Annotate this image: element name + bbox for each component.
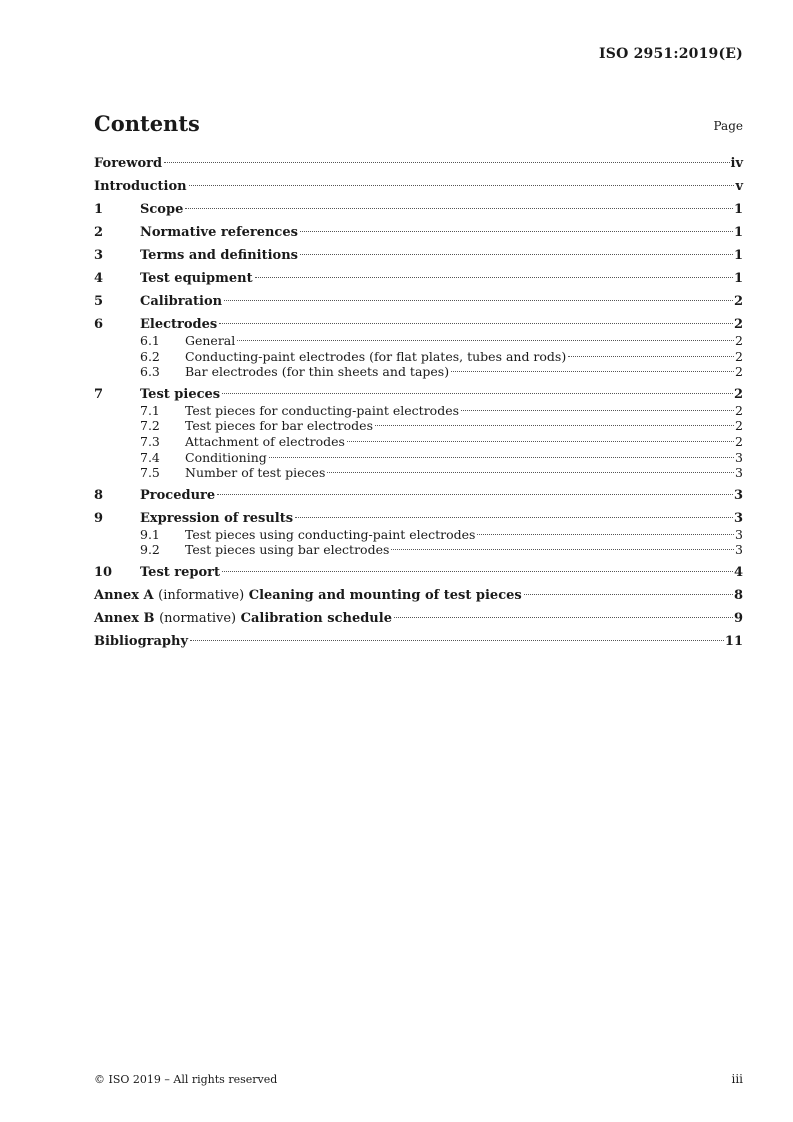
toc-entry-title (94, 588, 523, 604)
toc-entry-page: 3 (733, 487, 743, 503)
toc-entry[interactable] (94, 248, 743, 264)
dot-leader (394, 617, 733, 618)
toc-subentry[interactable] (94, 418, 743, 434)
dot-leader (222, 571, 733, 572)
dot-leader (347, 441, 734, 442)
dot-leader (391, 549, 734, 550)
toc-entry-number: 1 (94, 202, 104, 217)
toc-entry-page: 2 (735, 364, 743, 380)
toc-entry-title (94, 611, 393, 627)
toc-entry-number: 6.2 (140, 348, 160, 364)
toc-entry-number: 10 (94, 564, 113, 580)
toc-entry[interactable] (94, 588, 743, 604)
toc-entry-page: 2 (735, 333, 743, 348)
toc-entry-page: iv (730, 156, 743, 171)
toc-subentry[interactable] (94, 349, 743, 365)
dot-leader (185, 208, 733, 209)
annex-label: Annex A (94, 587, 154, 603)
toc-entry-page: 8 (733, 587, 743, 603)
toc-entry-title: Test pieces (140, 386, 221, 402)
dot-leader (164, 162, 729, 163)
toc-entry-page: v (735, 179, 743, 194)
dot-leader (295, 517, 733, 518)
toc-entry-page: 1 (733, 248, 743, 263)
dot-leader (269, 457, 734, 458)
toc-entry[interactable] (94, 488, 743, 504)
dot-leader (222, 393, 733, 394)
toc-entry[interactable] (94, 179, 743, 195)
toc-entry-number: 9 (94, 510, 104, 526)
toc-entry-title: General (185, 333, 236, 348)
toc-entry-number: 7.1 (140, 402, 160, 418)
toc-entry-number: 9.2 (140, 542, 160, 558)
toc-entry-page: 1 (733, 271, 743, 286)
dot-leader (300, 254, 733, 255)
toc-entry[interactable] (94, 611, 743, 627)
toc-entry[interactable] (94, 511, 743, 527)
toc-entry-number: 7.4 (140, 449, 160, 465)
toc-entry-title: Conditioning (185, 449, 267, 465)
toc-entry-number: 6 (94, 317, 104, 332)
dot-leader (524, 594, 733, 595)
toc-entry-number: 6.1 (140, 333, 160, 348)
toc-entry-number: 2 (94, 225, 104, 240)
toc-entry-number: 5 (94, 294, 104, 309)
toc-entry-number: 3 (94, 248, 104, 263)
toc-entry-number: 7.5 (140, 465, 160, 481)
toc-entry[interactable] (94, 294, 743, 310)
page-column-label: Page (713, 119, 743, 133)
toc-subentry[interactable] (94, 450, 743, 466)
toc-entry[interactable] (94, 271, 743, 287)
annex-title: Calibration schedule (240, 610, 392, 626)
toc-entry-page: 2 (735, 402, 743, 418)
toc-entry-page: 2 (735, 418, 743, 434)
toc-subentry[interactable] (94, 527, 743, 543)
toc-entry-title: Bar electrodes (for thin sheets and tapes) (185, 364, 450, 380)
toc-entry-page: 4 (733, 564, 743, 580)
toc-entry[interactable] (94, 156, 743, 172)
toc-entry-title: Introduction (94, 179, 187, 194)
toc-entry-number: 7.2 (140, 418, 160, 434)
dot-leader (219, 323, 733, 324)
toc-subentry[interactable] (94, 465, 743, 481)
toc-entry[interactable] (94, 565, 743, 581)
toc-subentry[interactable] (94, 333, 743, 349)
page-number: iii (731, 1072, 743, 1086)
dot-leader (189, 185, 735, 186)
dot-leader (327, 472, 734, 473)
dot-leader (237, 340, 734, 341)
toc-subentry[interactable] (94, 542, 743, 558)
toc-entry-title: Expression of results (140, 510, 294, 526)
toc-entry-title: Number of test pieces (185, 465, 326, 481)
annex-label: Annex B (94, 610, 155, 626)
toc-entry-page: 2 (733, 294, 743, 309)
toc-entry-title: Procedure (140, 487, 216, 503)
toc-subentry[interactable] (94, 364, 743, 380)
toc-entry-page: 3 (735, 542, 743, 558)
toc-subentry[interactable] (94, 403, 743, 419)
toc-entry-page: 2 (735, 433, 743, 449)
toc-entry-title: Scope (140, 202, 184, 217)
toc-entry-title: Test pieces for bar electrodes (185, 418, 373, 434)
dot-leader (255, 277, 733, 278)
toc-entry-page: 3 (735, 449, 743, 465)
toc-entry-number: 8 (94, 487, 104, 503)
toc-entry-title: Test pieces for conducting-paint electrodes (185, 402, 460, 418)
dot-leader (568, 356, 734, 357)
toc-subentry[interactable] (94, 434, 743, 450)
toc-entry-number: 7.3 (140, 433, 160, 449)
toc-entry-page: 1 (733, 225, 743, 240)
toc-entry-page: 3 (733, 510, 743, 526)
toc-entry-page: 3 (735, 526, 743, 542)
toc-entry-title: Test pieces using bar electrodes (185, 542, 390, 558)
toc-entry[interactable] (94, 202, 743, 218)
copyright-notice: © ISO 2019 – All rights reserved (94, 1073, 278, 1086)
toc-entry[interactable] (94, 634, 743, 650)
toc-entry-page: 2 (735, 348, 743, 364)
contents-heading: Contents (94, 111, 200, 136)
toc-entry-title: Foreword (94, 156, 163, 171)
toc-entry[interactable] (94, 387, 743, 403)
toc-entry-title: Test report (140, 564, 221, 580)
dot-leader (477, 534, 734, 535)
toc-entry-title: Test equipment (140, 271, 253, 286)
toc-entry-number: 4 (94, 271, 104, 286)
toc-entry-page: 2 (733, 317, 743, 332)
toc-entry-title: Electrodes (140, 317, 218, 332)
toc-entry-page: 3 (735, 465, 743, 481)
toc-entry[interactable] (94, 317, 743, 333)
toc-entry-page: 9 (733, 610, 743, 626)
toc-entry-page: 11 (724, 633, 743, 649)
annex-title: Cleaning and mounting of test pieces (248, 587, 522, 603)
dot-leader (190, 640, 724, 641)
toc-entry-number: 6.3 (140, 364, 160, 380)
annex-kind: (informative) (158, 587, 245, 603)
toc-entry-page: 1 (733, 202, 743, 217)
dot-leader (224, 300, 733, 301)
document-id: ISO 2951:2019(E) (599, 46, 743, 62)
toc-entry-title: Calibration (140, 294, 223, 309)
dot-leader (217, 494, 733, 495)
annex-kind: (normative) (159, 610, 237, 626)
toc-entry-title: Attachment of electrodes (185, 433, 345, 449)
dot-leader (300, 231, 733, 232)
table-of-contents (94, 154, 743, 650)
toc-entry-title: Conducting-paint electrodes (for flat plates, tubes and rods) (185, 348, 567, 364)
toc-entry-number: 9.1 (140, 526, 160, 542)
toc-entry[interactable] (94, 225, 743, 241)
toc-entry-title: Bibliography (94, 633, 189, 649)
toc-entry-number: 7 (94, 386, 104, 402)
dot-leader (461, 410, 734, 411)
dot-leader (451, 371, 734, 372)
toc-entry-title: Test pieces using conducting-paint electrodes (185, 526, 476, 542)
toc-entry-title: Terms and definitions (140, 248, 298, 263)
dot-leader (375, 425, 734, 426)
toc-entry-title: Normative references (140, 225, 298, 240)
toc-entry-page: 2 (733, 386, 743, 402)
